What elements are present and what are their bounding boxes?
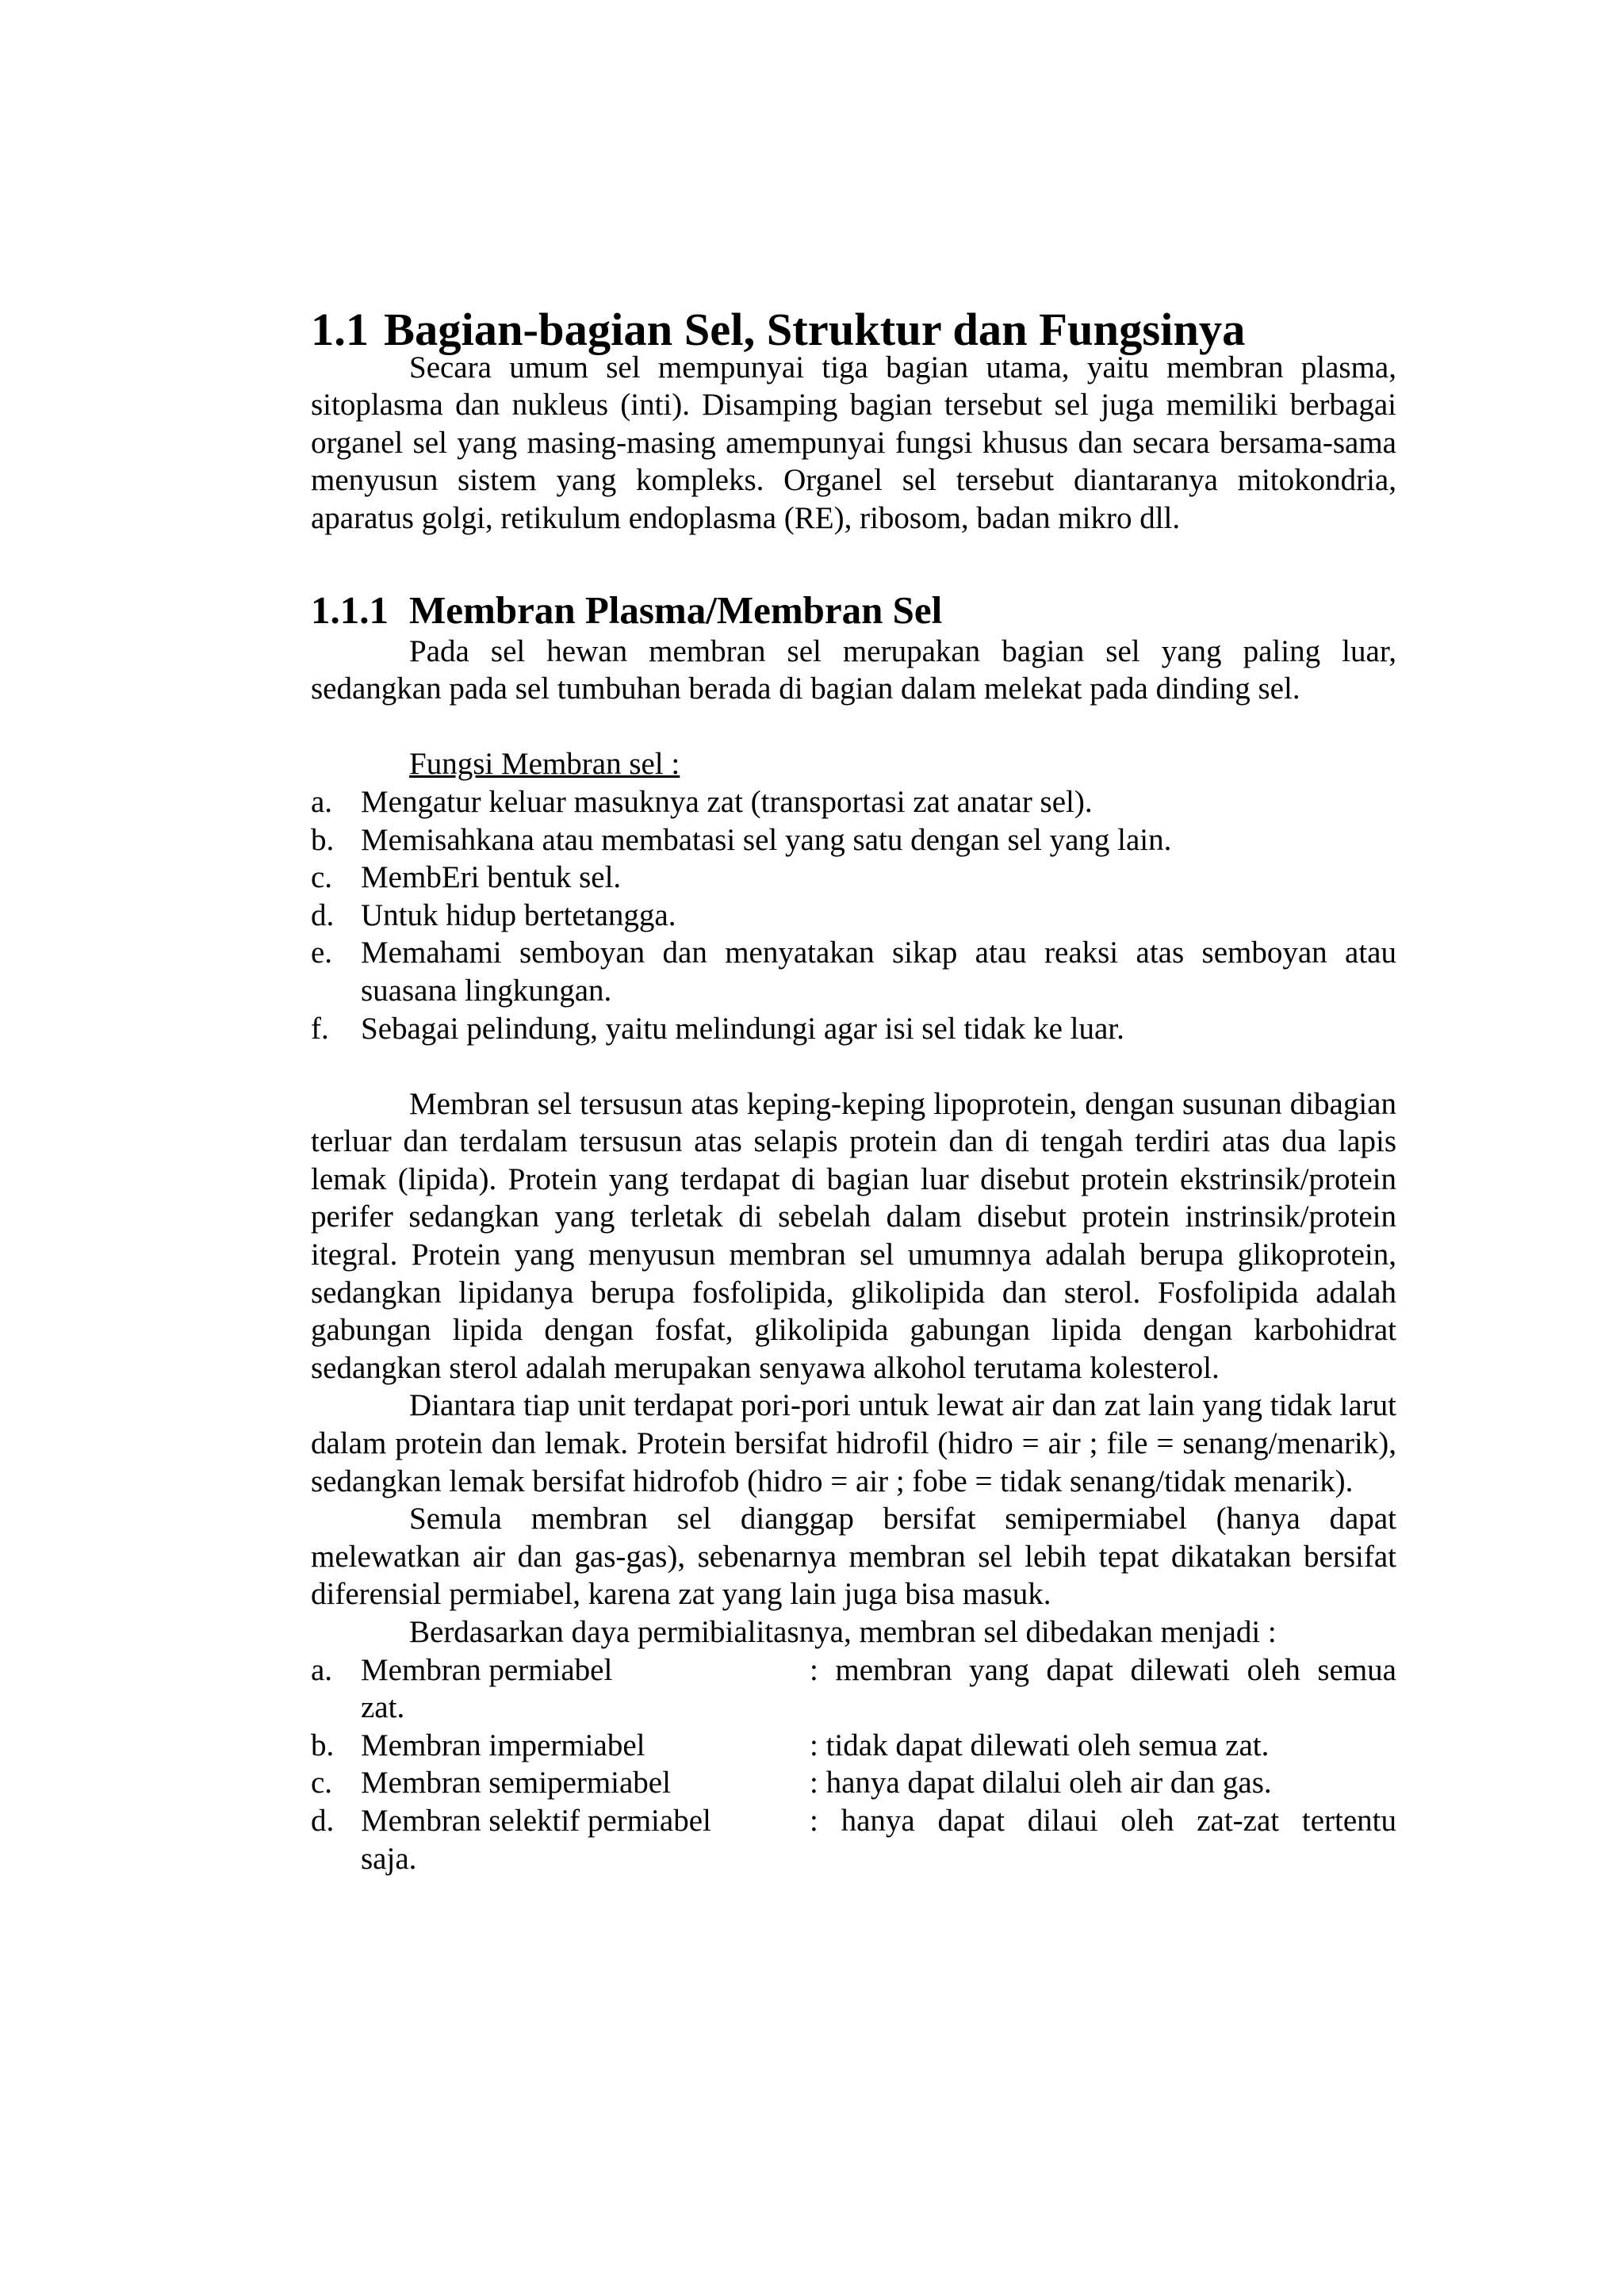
list-item <box>311 934 1396 1009</box>
list-text: Memahami semboyan dan menyatakan sikap atau reaksi atas semboyan atau suasana lingkungan. <box>361 936 1396 1008</box>
list-item <box>311 1651 1396 1727</box>
section-number: 1.1 <box>311 304 370 355</box>
list-marker: d. <box>311 897 335 932</box>
type-desc-cont: zat. <box>361 1690 405 1725</box>
body-paragraph-3: Semula membran sel dianggap bersifat semipermiabel (hanya dapat melewatkan air dan gas-gas), sebenarnya membran sel lebih tepat dikatakan bersifat diferensial permiabel, karena zat yang lain juga bisa masuk. <box>311 1502 1396 1612</box>
functions-list <box>311 783 1396 1047</box>
section-paragraph: Secara umum sel mempunyai tiga bagian utama, yaitu membran plasma, sitoplasma dan nukleus (inti). Disamping bagian tersebut sel juga memiliki berbagai organel sel yang masing-masing amempunyai fungsi khusus dan secara bersama-sama menyusun sistem yang kompleks. Organel sel tersebut diantaranya mitokondria, aparatus golgi, retikulum endoplasma (RE), ribosom, badan mikro dll. <box>311 350 1396 535</box>
body-paragraph-2: Diantara tiap unit terdapat pori-pori untuk lewat air dan zat lain yang tidak larut dalam protein dan lemak. Protein bersifat hidrofil (hidro = air ; file = senang/menarik), sedangkan lemak bersifat hidrofob (hidro = air ; fobe = tidak senang/tidak menarik). <box>311 1388 1396 1498</box>
list-text: MembEri bentuk sel. <box>361 860 622 895</box>
list-marker: c. <box>311 860 333 895</box>
list-text: Untuk hidup bertetangga. <box>361 897 676 932</box>
type-term: Membran impermiabel <box>361 1728 645 1762</box>
subsection-heading <box>311 588 1396 633</box>
document-page <box>311 304 1396 1877</box>
subsection-intro: Pada sel hewan membran sel merupakan bagian sel yang paling luar, sedangkan pada sel tumbuhan berada di bagian dalam melekat pada dinding sel. <box>311 633 1396 706</box>
list-marker: a. <box>311 1652 333 1687</box>
list-marker: b. <box>311 822 335 857</box>
list-marker: c. <box>311 1766 333 1800</box>
list-text: Mengatur keluar masuknya zat (transportasi zat anatar sel). <box>361 784 1093 819</box>
list-marker: f. <box>311 1011 329 1046</box>
list-item <box>311 1802 1396 1877</box>
section-title: Bagian-bagian Sel, Struktur dan Fungsinya <box>384 304 1246 355</box>
body-paragraph-4: Berdasarkan daya permibialitasnya, membran sel dibedakan menjadi : <box>409 1615 1277 1649</box>
list-marker: e. <box>311 936 333 970</box>
list-item <box>311 897 1396 935</box>
list-item <box>311 1727 1396 1765</box>
type-desc: : hanya dapat dilalui oleh air dan gas. <box>810 1766 1272 1800</box>
membrane-types-list <box>311 1651 1396 1878</box>
section-heading <box>311 304 1396 355</box>
subsection-number: 1.1.1 <box>311 587 389 632</box>
list-item <box>311 859 1396 897</box>
list-marker: d. <box>311 1803 335 1838</box>
functions-title: Fungsi Membran sel : <box>409 747 680 782</box>
list-item <box>311 783 1396 821</box>
list-marker: b. <box>311 1728 335 1762</box>
type-term: Membran semipermiabel <box>361 1766 671 1800</box>
body-paragraph-1: Membran sel tersusun atas keping-keping lipoprotein, dengan susunan dibagian terluar dan terdalam tersusun atas selapis protein dan di tengah terdiri atas dua lapis lemak (lipida). Protein yang terdapat di bagian luar disebut protein ekstrinsik/protein perifer sedangkan yang terletak di sebelah dalam disebut protein instrinsik/protein itegral. Protein yang menyusun membran sel umumnya adalah berupa glikoprotein, sedangkan lipidanya berupa fosfolipida, glikolipida dan sterol. Fosfolipida adalah gabungan lipida dengan fosfat, glikolipida gabungan lipida dengan karbohidrat sedangkan sterol adalah merupakan senyawa alkohol terutama kolesterol. <box>311 1086 1396 1385</box>
type-desc: : membran yang dapat dilewati oleh semua <box>810 1652 1396 1687</box>
type-desc: : tidak dapat dilewati oleh semua zat. <box>810 1728 1270 1762</box>
list-item <box>311 1010 1396 1048</box>
list-marker: a. <box>311 784 333 819</box>
type-term: Membran permiabel <box>361 1652 613 1687</box>
list-item <box>311 1764 1396 1802</box>
type-desc-cont: saja. <box>361 1841 417 1876</box>
subsection-title: Membran Plasma/Membran Sel <box>409 587 943 632</box>
type-term: Membran selektif permiabel <box>361 1803 711 1838</box>
type-desc: : hanya dapat dilaui oleh zat-zat tertentu <box>810 1803 1396 1838</box>
list-text: Memisahkana atau membatasi sel yang satu dengan sel yang lain. <box>361 822 1172 857</box>
list-text: Sebagai pelindung, yaitu melindungi agar isi sel tidak ke luar. <box>361 1011 1124 1046</box>
list-item <box>311 821 1396 859</box>
